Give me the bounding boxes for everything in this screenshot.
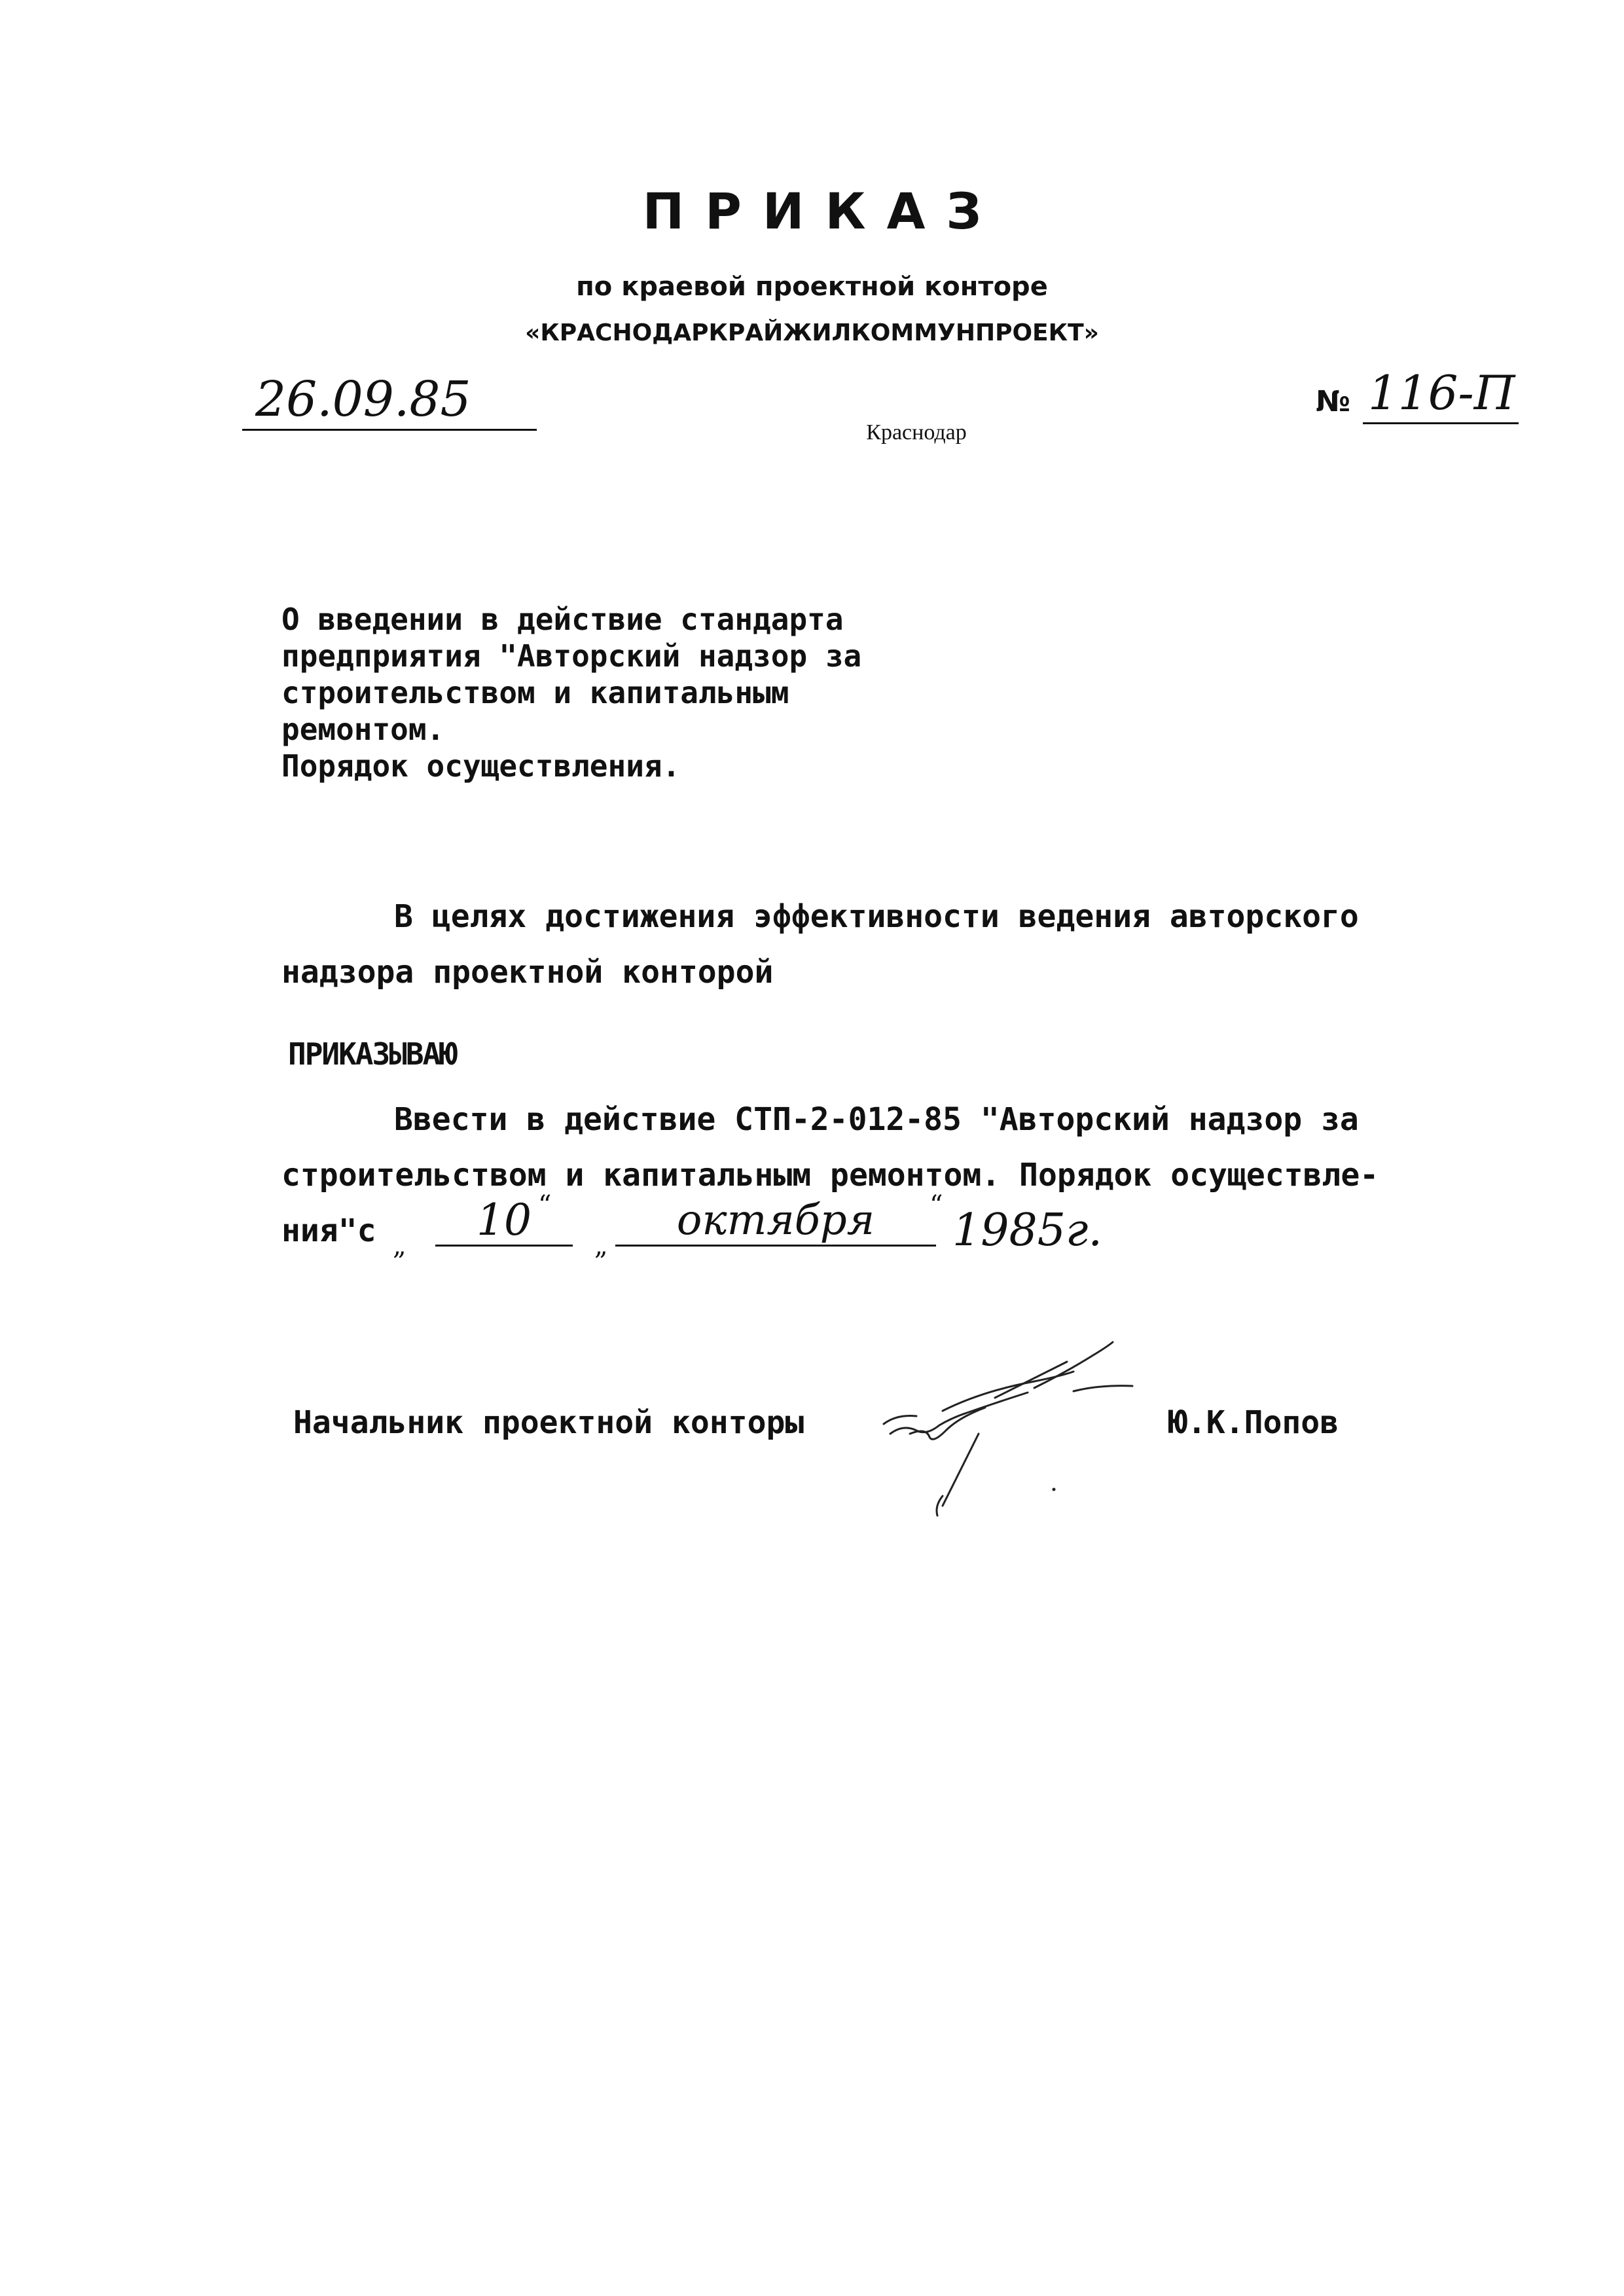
quote-mark: „ [594, 1231, 608, 1261]
preamble [281, 889, 1359, 1000]
subject-line: Порядок осуществления. [281, 748, 681, 784]
preamble-line: надзора проектной конторой [281, 954, 774, 991]
effective-month: октября [615, 1196, 936, 1247]
effective-day: 10 [435, 1196, 573, 1247]
subject-line: предприятия "Авторский надзор за [281, 638, 862, 674]
order-word: ПРИКАЗЫВАЮ [288, 1036, 456, 1072]
organization-name: «КРАСНОДАРКРАЙЖИЛКОММУНПРОЕКТ» [525, 319, 1099, 346]
order-subject [281, 601, 861, 784]
order-number: 116-П [1363, 363, 1519, 424]
signatory-name: Ю.К.Попов [1168, 1404, 1339, 1441]
quote-mark: “ [538, 1190, 552, 1220]
handwritten-signature [864, 1336, 1152, 1532]
preamble-line: В целях достижения эффективности ведения авторского [394, 898, 1359, 935]
organization-line-1: по краевой проектной конторе [576, 272, 1048, 302]
city: Краснодар [866, 420, 967, 445]
order-text-line: ния"с [281, 1212, 376, 1249]
subject-line: О введении в действие стандарта [281, 602, 844, 637]
order-date: 26.09.85 [242, 370, 537, 431]
quote-mark: “ [929, 1190, 943, 1220]
quote-mark: „ [393, 1231, 406, 1261]
order-text-line: Ввести в действие СТП-2-012-85 "Авторский надзор за [394, 1101, 1359, 1138]
signatory-position: Начальник проектной конторы [293, 1404, 804, 1441]
subject-line: ремонтом. [281, 712, 445, 747]
effective-year: 1985г. [952, 1205, 1103, 1256]
order-text-line: строительством и капитальным ремонтом. Порядок осуществле- [281, 1157, 1379, 1194]
subject-line: строительством и капитальным [281, 675, 789, 710]
document-title: ПРИКАЗ [642, 182, 1003, 240]
order-number-label: № [1316, 385, 1350, 418]
